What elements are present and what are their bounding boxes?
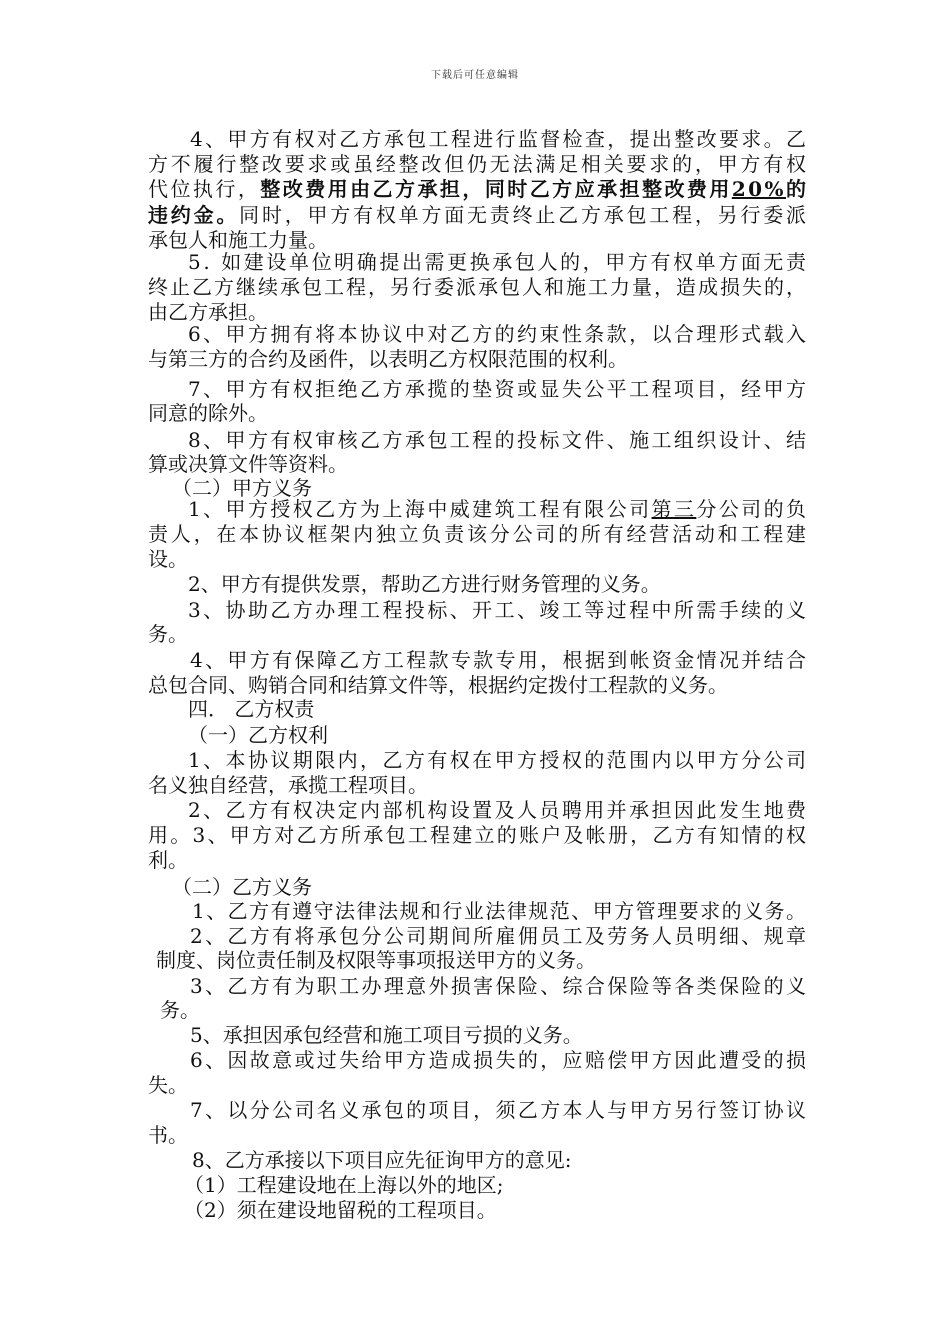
text-span: 8、甲方有权审核乙方承包工程的投标文件、施工组织设计、结: [188, 428, 809, 452]
text-line: [172, 875, 312, 900]
text-line: [188, 377, 808, 402]
text-span: 7、甲方有权拒绝乙方承揽的垫资或显失公平工程项目，经甲方: [188, 377, 809, 401]
text-line: [190, 1098, 808, 1123]
text-line: [148, 773, 428, 798]
text-line: [148, 275, 808, 300]
text-span: 1、本协议期限内，乙方有权在甲方授权的范围内以甲方分公司: [188, 748, 809, 772]
text-line: [188, 322, 808, 347]
text-span: 5. 如建设单位明确提出需更换承包人的，甲方有权单方面无责: [188, 250, 809, 274]
text-span: （二）乙方义务: [172, 875, 312, 899]
text-span: 4、甲方有权对乙方承包工程进行监督检查，提出整改要求。乙: [190, 127, 809, 151]
text-span: 务。: [160, 998, 200, 1022]
text-line: [184, 1198, 497, 1223]
underlined-text: 第三: [651, 497, 697, 521]
text-span: 3、协助乙方办理工程投标、开工、竣工等过程中所需手续的义: [188, 598, 809, 622]
text-line: [190, 1048, 808, 1073]
text-span: 书。: [148, 1123, 188, 1147]
text-line: [190, 924, 808, 949]
text-span: 2、甲方有提供发票，帮助乙方进行财务管理的义务。: [188, 572, 661, 596]
text-line: [148, 401, 268, 426]
text-line: [188, 798, 808, 823]
text-line: [148, 848, 188, 873]
text-span: 2、乙方有将承包分公司期间所雇佣员工及劳务人员明细、规章: [190, 924, 809, 948]
text-span: 1、甲方授权乙方为上海中威建筑工程有限公司: [188, 497, 652, 521]
text-line: [190, 974, 808, 999]
text-line: [148, 203, 809, 228]
text-span: （二）甲方义务: [172, 476, 312, 500]
text-line: [188, 497, 808, 522]
text-line: [192, 899, 807, 924]
text-line: [184, 1173, 503, 1198]
text-line: [148, 1123, 188, 1148]
text-span: （一）乙方权利: [188, 723, 328, 747]
text-span: 1、乙方有遵守法律法规和行业法律规范、甲方管理要求的义务。: [192, 899, 808, 923]
text-line: [192, 1148, 571, 1173]
text-line: [148, 622, 188, 647]
text-span: 算或决算文件等资料。: [148, 452, 348, 476]
text-span: 5、承担因承包经营和施工项目亏损的义务。: [190, 1023, 583, 1047]
text-line: [190, 127, 808, 152]
text-span: 承包人和施工力量。: [148, 228, 328, 252]
text-line: [148, 522, 809, 547]
text-line: [148, 1073, 188, 1098]
text-span: 终止乙方继续承包工程，另行委派承包人和施工力量，造成损失的，: [148, 275, 808, 299]
text-span: 用。3、甲方对乙方所承包工程建立的账户及帐册，乙方有知情的权: [148, 823, 809, 847]
text-span: 四． 乙方权责: [188, 697, 315, 721]
text-span: 2、乙方有权决定内部机构设置及人员聘用并承担因此发生地费: [188, 798, 809, 822]
text-line: [188, 428, 808, 453]
text-span: 总包合同、购销合同和结算文件等，根据约定拨付工程款的义务。: [148, 673, 728, 697]
text-span: 同意的除外。: [148, 401, 268, 425]
text-line: [156, 948, 596, 973]
text-span: 利。: [148, 848, 188, 872]
text-span: （1）工程建设地在上海以外的地区;: [184, 1173, 504, 1197]
text-line: [148, 177, 808, 202]
text-span: 3、乙方有为职工办理意外损害保险、综合保险等各类保险的义: [190, 974, 809, 998]
text-line: [148, 152, 809, 177]
text-line: [188, 697, 314, 722]
text-span: 制度、岗位责任制及权限等事项报送甲方的义务。: [156, 948, 596, 972]
text-span: 同时，甲方有权单方面无责终止乙方承包工程，另行委派: [239, 203, 809, 227]
text-span: 8、乙方承接以下项目应先征询甲方的意见:: [192, 1148, 572, 1172]
text-span: 6、因故意或过失给甲方造成损失的，应赔偿甲方因此遭受的损: [190, 1048, 809, 1072]
text-span: 6、甲方拥有将本协议中对乙方的约束性条款，以合理形式载入: [188, 322, 809, 346]
text-line: [190, 1023, 583, 1048]
text-span: 方不履行整改要求或虽经整改但仍无法满足相关要求的，甲方有权: [148, 152, 809, 176]
text-span: 7、以分公司名义承包的项目，须乙方本人与甲方另行签订协议: [190, 1098, 809, 1122]
text-span: 4、甲方有保障乙方工程款专款专用，根据到帐资金情况并结合: [190, 648, 809, 672]
text-span: 务。: [148, 622, 188, 646]
text-line: [188, 572, 661, 597]
text-line: [188, 723, 328, 748]
text-span: 分公司的负: [696, 497, 809, 521]
text-span: 失。: [148, 1073, 188, 1097]
text-span: （2）须在建设地留税的工程项目。: [184, 1198, 497, 1222]
text-line: [148, 347, 628, 372]
text-line: [148, 673, 728, 698]
text-span: 责人，在本协议框架内独立负责该分公司的所有经营活动和工程建: [148, 522, 809, 546]
text-line: [160, 998, 200, 1023]
page-header: 下载后可任意编辑: [431, 70, 519, 81]
bold-text: 的: [786, 177, 809, 201]
bold-text: 20%: [731, 177, 787, 201]
text-line: [188, 250, 809, 275]
text-line: [148, 823, 808, 848]
bold-text: 整改费用由乙方承担，同时乙方应承担整改费用: [260, 177, 732, 201]
text-span: 由乙方承担。: [148, 300, 268, 324]
text-span: 设。: [148, 547, 188, 571]
text-span: 与第三方的合约及函件，以表明乙方权限范围的权利。: [148, 347, 628, 371]
text-line: [190, 648, 808, 673]
text-line: [148, 547, 188, 572]
text-line: [148, 452, 348, 477]
bold-text: 违约金。: [148, 203, 240, 227]
text-span: 代位执行，: [148, 177, 261, 201]
text-line: [188, 598, 808, 623]
text-span: 名义独自经营，承揽工程项目。: [148, 773, 428, 797]
text-line: [188, 748, 808, 773]
